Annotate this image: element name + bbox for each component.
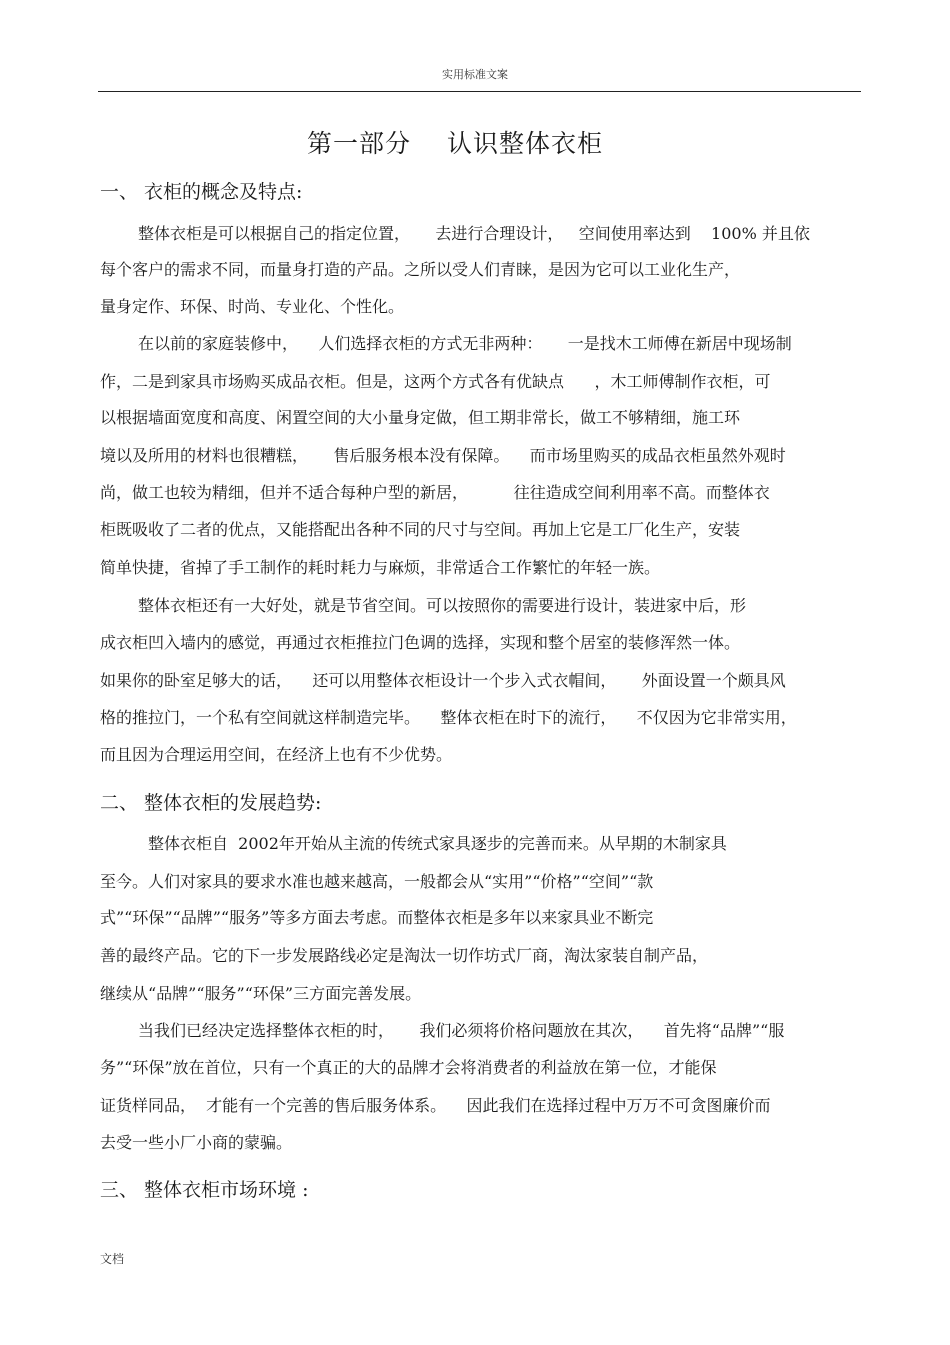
- title-part: 第一部分: [306, 129, 411, 158]
- header-rule: [98, 91, 861, 92]
- paragraph-line: 柜既吸收了二者的优点，又能搭配出各种不同的尺寸与空间。再加上它是工厂化生产，安装: [100, 520, 741, 539]
- paragraph-line: 每个客户的需求不同，而量身打造的产品。之所以受人们青睐，是因为它可以工业化生产，: [100, 260, 741, 279]
- paragraph-line: 格的推拉门，一个私有空间就这样制造完毕。 整体衣柜在时下的流行， 不仅因为它非常实用，: [100, 708, 797, 727]
- paragraph-line: 如果你的卧室足够大的话， 还可以用整体衣柜设计一个步入式衣帽间， 外面设置一个颇具风: [100, 671, 786, 690]
- paragraph-line: 在以前的家庭装修中， 人们选择衣柜的方式无非两种： 一是找木工师傅在新居中现场制: [138, 334, 792, 353]
- section-heading-1: 一、 衣柜的概念及特点:: [100, 181, 303, 203]
- paragraph-line: 简单快捷，省掉了手工制作的耗时耗力与麻烦，非常适合工作繁忙的年轻一族。: [100, 558, 661, 577]
- paragraph-line: 整体衣柜还有一大好处，就是节省空间。可以按照你的需要进行设计，装进家中后，形: [138, 596, 747, 615]
- paragraph-line: 作，二是到家具市场购买成品衣柜。但是，这两个方式各有优缺点 ，木工师傅制作衣柜，可: [100, 372, 771, 391]
- paragraph-line: 境以及所用的材料也很糟糕， 售后服务根本没有保障。 而市场里购买的成品衣柜虽然外观时: [100, 446, 786, 465]
- paragraph-line: 以根据墙面宽度和高度、闲置空间的大小量身定做，但工期非常长，做工不够精细，施工环: [100, 408, 741, 427]
- title-name: 认识整体衣柜: [447, 129, 604, 158]
- paragraph-line: 整体衣柜自 2002年开始从主流的传统式家具逐步的完善而来。从早期的木制家具: [148, 834, 727, 853]
- paragraph-line: 去受一些小厂小商的蒙骗。: [100, 1133, 293, 1152]
- paragraph-line: 而且因为合理运用空间，在经济上也有不少优势。: [100, 745, 453, 764]
- paragraph-line: 式”“环保”“品牌”“服务”等多方面去考虑。而整体衣柜是多年以来家具业不断完: [100, 908, 654, 927]
- paragraph-line: 整体衣柜是可以根据自己的指定位置， 去进行合理设计， 空间使用率达到 100% 并且依: [138, 224, 810, 243]
- paragraph-line: 证货样同品， 才能有一个完善的售后服务体系。 因此我们在选择过程中万万不可贪图廉价而: [100, 1096, 771, 1115]
- paragraph-line: 善的最终产品。它的下一步发展路线必定是淘汰一切作坊式厂商，淘汰家装自制产品，: [100, 946, 709, 965]
- paragraph-line: 务”“环保”放在首位，只有一个真正的大的品牌才会将消费者的利益放在第一位，才能保: [100, 1058, 717, 1077]
- paragraph-line: 量身定作、环保、时尚、专业化、个性化。: [100, 297, 405, 316]
- paragraph-line: 至今。人们对家具的要求水准也越来越高，一般都会从“实用”“价格”“空间”“款: [100, 872, 654, 891]
- document-title: [0, 124, 910, 160]
- paragraph-line: 当我们已经决定选择整体衣柜的时， 我们必须将价格问题放在其次， 首先将“品牌”“服: [138, 1021, 785, 1040]
- paragraph-line: 继续从“品牌”“服务”“环保”三方面完善发展。: [100, 984, 422, 1003]
- section-heading-3: 三、 整体衣柜市场环境 :: [100, 1179, 309, 1201]
- paragraph-line: 成衣柜凹入墙内的感觉，再通过衣柜推拉门色调的选择，实现和整个居室的装修浑然一体。: [100, 633, 741, 652]
- paragraph-line: 尚，做工也较为精细，但并不适合每种户型的新居， 往往造成空间利用率不高。而整体衣: [100, 483, 770, 502]
- section-heading-2: 二、 整体衣柜的发展趋势:: [100, 792, 322, 814]
- page-header: 实用标准文案: [442, 68, 508, 81]
- page-footer: 文档: [100, 1252, 125, 1266]
